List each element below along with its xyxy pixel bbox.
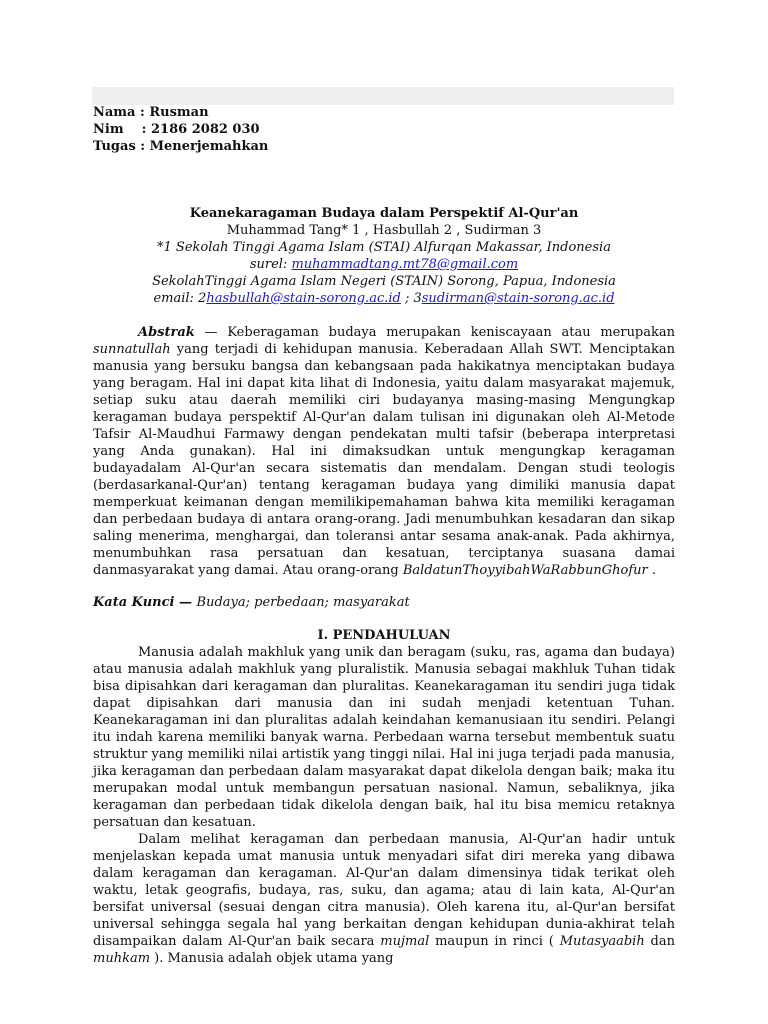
paper-title: Keanekaragaman Budaya dalam Perspektif Al-Qur'an: [189, 206, 579, 221]
email-link-3[interactable]: sudirman@stain-sorong.ac.id: [421, 291, 615, 306]
abstract-label: Abstrak: [138, 325, 195, 340]
name-line: Nama : Rusman: [93, 105, 209, 120]
student-info: [93, 104, 675, 155]
paper-header: [93, 222, 675, 307]
keywords-line: Kata Kunci — Budaya; perbedaan; masyarakat: [93, 595, 410, 610]
nim-line: Nim : 2186 2082 030: [93, 122, 260, 137]
keywords-label: Kata Kunci: [93, 595, 175, 610]
section-heading: I. PENDAHULUAN: [317, 628, 451, 643]
document-page: [93, 104, 675, 967]
email-line-1: surel: muhammadtang.mt78@gmail.com: [249, 257, 519, 272]
affiliation-2: SekolahTinggi Agama Islam Negeri (STAIN) Sorong, Papua, Indonesia: [152, 274, 616, 289]
email-line-2: email: 2hasbullah@stain-sorong.ac.id ; 3sudirman@stain-sorong.ac.id: [153, 291, 615, 306]
abstract-paragraph: Abstrak — Keberagaman budaya merupakan keniscayaan atau merupakan sunnatullah yang terjadi di kehidupan manusia. Keberadaan Allah SWT. Menciptakan manusia yang bersuku bangsa dan kebangsaan pada hakikatnya menciptakan budaya yang beragam. Hal ini dapat kita lihat di Indonesia, yaitu dalam masyarakat majemuk, setiap suku atau daerah memiliki ciri budayanya masing-masing Mengungkap keragaman budaya perspektif Al-Qur'an dalam tulisan ini digunakan oleh Al-Metode Tafsir Al-Maudhui Farmawy dengan pendekatan multi tafsir (beberapa interpretasi yang Anda gunakan). Hal ini dimaksudkan untuk mengungkap keragaman budayadalam Al-Qur'an secara sistematis dan mendalam. Dengan studi teologis (berdasarkanal-Qur'an) tentang keragaman budaya yang dimiliki manusia dapat memperkuat keimanan dengan memilikipemahaman bahwa kita memiliki keragaman dan perbedaan budaya di antara orang-orang. Jadi menumbuhkan kesadaran dan sikap saling menerima, menghargai, dan toleransi antar sesama anak-anak. Pada akhirnya, menumbuhkan rasa persatuan dan kesatuan, terciptanya suasana damai danmasyarakat yang damai. Atau orang-orang BaldatunThoyyibahWaRabbunGhofur .: [93, 325, 676, 578]
intro-paragraph-1: Manusia adalah makhluk yang unik dan beragam (suku, ras, agama dan budaya) atau manusia adalah makhluk yang pluralistik. Manusia sebagai makhluk Tuhan tidak bisa dipisahkan dari keragaman dan pluralitas. Keanekaragaman itu sendiri juga tidak dapat dipisahkan dari manusia dan ini sudah menjadi ketentuan Tuhan. Keanekaragaman ini dan pluralitas adalah keindahan kemanusiaan itu sendiri. Pelangi itu indah karena memiliki banyak warna. Perbedaan warna tersebut membentuk suatu struktur yang memiliki nilai artistik yang tinggi nilai. Hal ini juga terjadi pada manusia, jika keragaman dan perbedaan dalam masyarakat dapat dikelola dengan baik; maka itu merupakan modal untuk membangun persatuan nasional. Namun, sebaliknya, jika keragaman dan perbedaan tidak dikelola dengan baik, hal itu bisa memicu retaknya persatuan dan kesatuan.: [93, 645, 675, 830]
affiliation-1: *1 Sekolah Tinggi Agama Islam (STAI) Alfurqan Makassar, Indonesia: [157, 240, 611, 255]
intro-paragraph-2: Dalam melihat keragaman dan perbedaan manusia, Al-Qur'an hadir untuk menjelaskan kepada umat manusia untuk menyadari sifat diri mereka yang dibawa dalam keragaman dan keragaman. Al-Qur'an dalam dimensinya tidak terikat oleh waktu, letak geografis, budaya, ras, suku, dan agama; atau di lain kata, Al-Qur'an bersifat universal (sesuai dengan citra manusia). Oleh karena itu, al-Qur'an bersifat universal sehingga segala hal yang berkaitan dengan kehidupan dunia-akhirat telah disampaikan dalam Al-Qur'an baik secara mujmal maupun in rinci ( Mutasyaabih dan muhkam ). Manusia adalah objek utama yang: [93, 832, 675, 966]
email-link-1[interactable]: muhammadtang.mt78@gmail.com: [291, 257, 519, 272]
top-bar: [92, 87, 674, 105]
task-line: Tugas : Menerjemahkan: [93, 139, 269, 154]
email-link-2[interactable]: hasbullah@stain-sorong.ac.id: [206, 291, 401, 306]
authors: Muhammad Tang* 1 , Hasbullah 2 , Sudirman 3: [226, 223, 542, 238]
